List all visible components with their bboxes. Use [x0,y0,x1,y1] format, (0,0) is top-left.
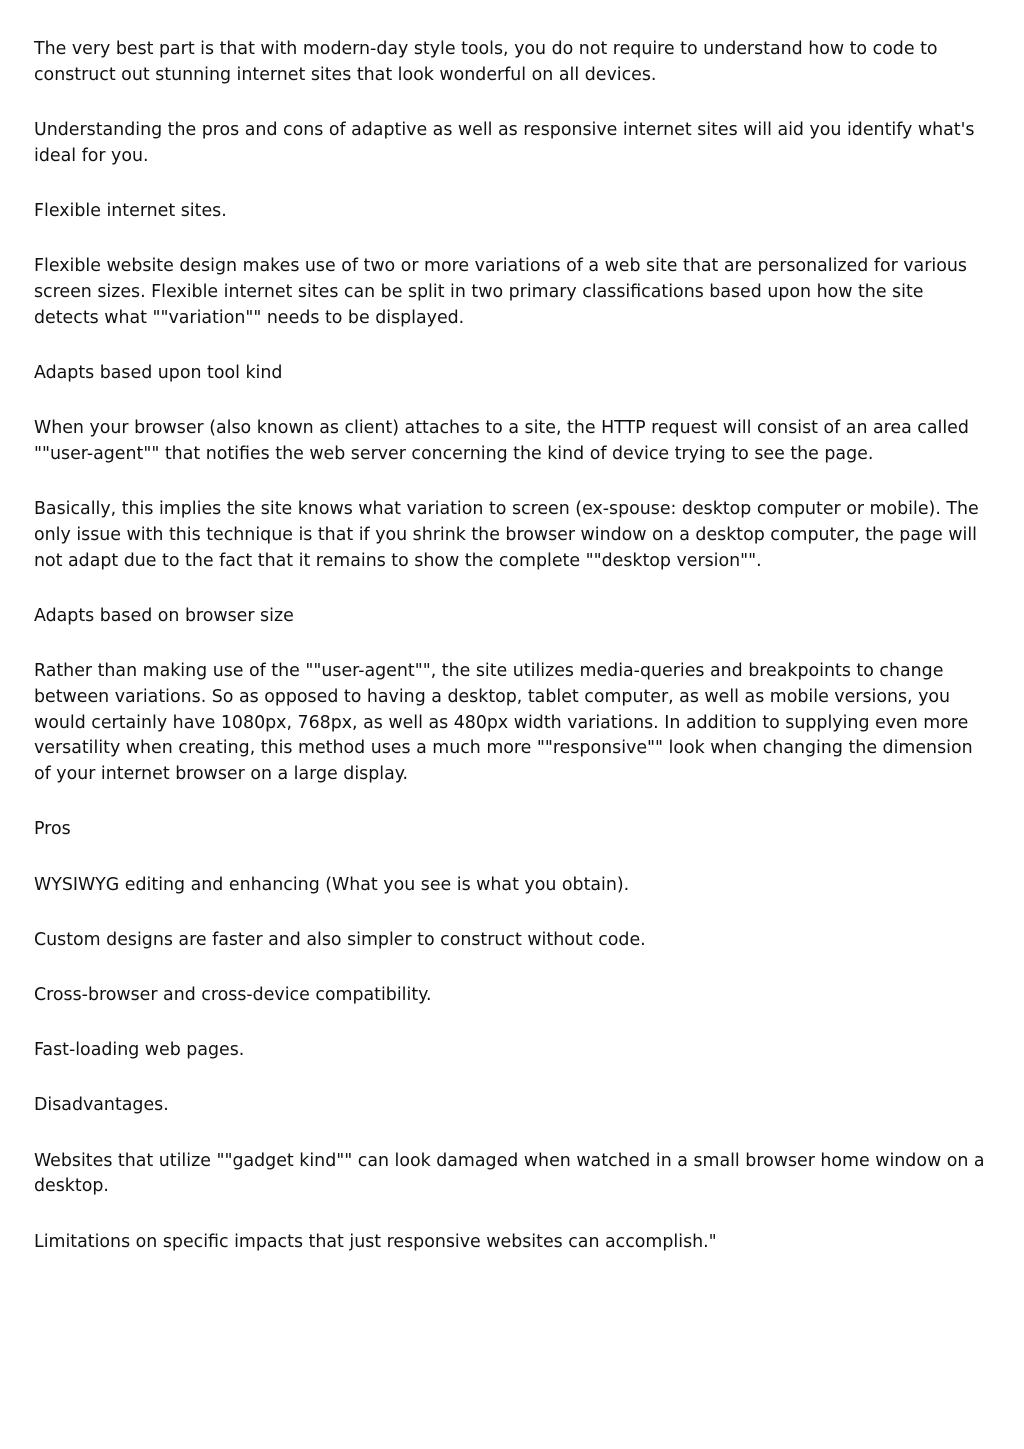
pro-item-compatibility: Cross-browser and cross-device compatibility. [34,985,432,1006]
document-body [34,37,990,1285]
con-item-gadget-kind: Websites that utilize ""gadget kind"" can look damaged when watched in a small browser home window on a desktop. [34,1150,985,1197]
heading-adapts-tool-kind: Adapts based upon tool kind [34,362,283,383]
paragraph-pros-cons: Understanding the pros and cons of adaptive as well as responsive internet sites will aid you identify what's ideal for you. [34,119,975,166]
heading-flexible-sites: Flexible internet sites. [34,200,227,221]
paragraph-user-agent: When your browser (also known as client) attaches to a site, the HTTP request will consist of an area called ""user-agent"" that notifies the web server concerning the kind of device trying to see the page. [34,418,969,464]
pro-item-wysiwyg: WYSIWYG editing and enhancing (What you see is what you obtain). [34,874,630,895]
paragraph-flexible-design: Flexible website design makes use of two or more variations of a web site that are personalized for various screen sizes. Flexible internet sites can be split in two primary classifications based upon how the site detects what ""variation"" needs to be displayed. [34,256,967,328]
heading-pros: Pros [34,819,71,840]
heading-adapts-browser-size: Adapts based on browser size [34,605,294,626]
paragraph-basically: Basically, this implies the site knows what variation to screen (ex-spouse: desktop computer or mobile). The only issue with this technique is that if you shrink the browser window on a desktop computer, the page will not adapt due to the fact that it remains to show the complete ""desktop version"". [34,499,979,571]
pro-item-fast-loading: Fast-loading web pages. [34,1040,245,1061]
paragraph-media-queries: Rather than making use of the ""user-agent"", the site utilizes media-queries and breakpoints to change between variations. So as opposed to having a desktop, tablet computer, as well as mobile versions, you would certainly have 1080px, 768px, as well as 480px width variations. In addition to supplying even more versatility when creating, this method uses a much more ""responsive"" look when changing the dimension of your internet browser on a large display. [34,661,973,785]
con-item-limitations: Limitations on specific impacts that just responsive websites can accomplish." [34,1231,717,1252]
heading-disadvantages: Disadvantages. [34,1095,169,1116]
pro-item-custom-designs: Custom designs are faster and also simpler to construct without code. [34,929,646,950]
paragraph-intro: The very best part is that with modern-day style tools, you do not require to understand how to code to construct out stunning internet sites that look wonderful on all devices. [34,39,938,85]
